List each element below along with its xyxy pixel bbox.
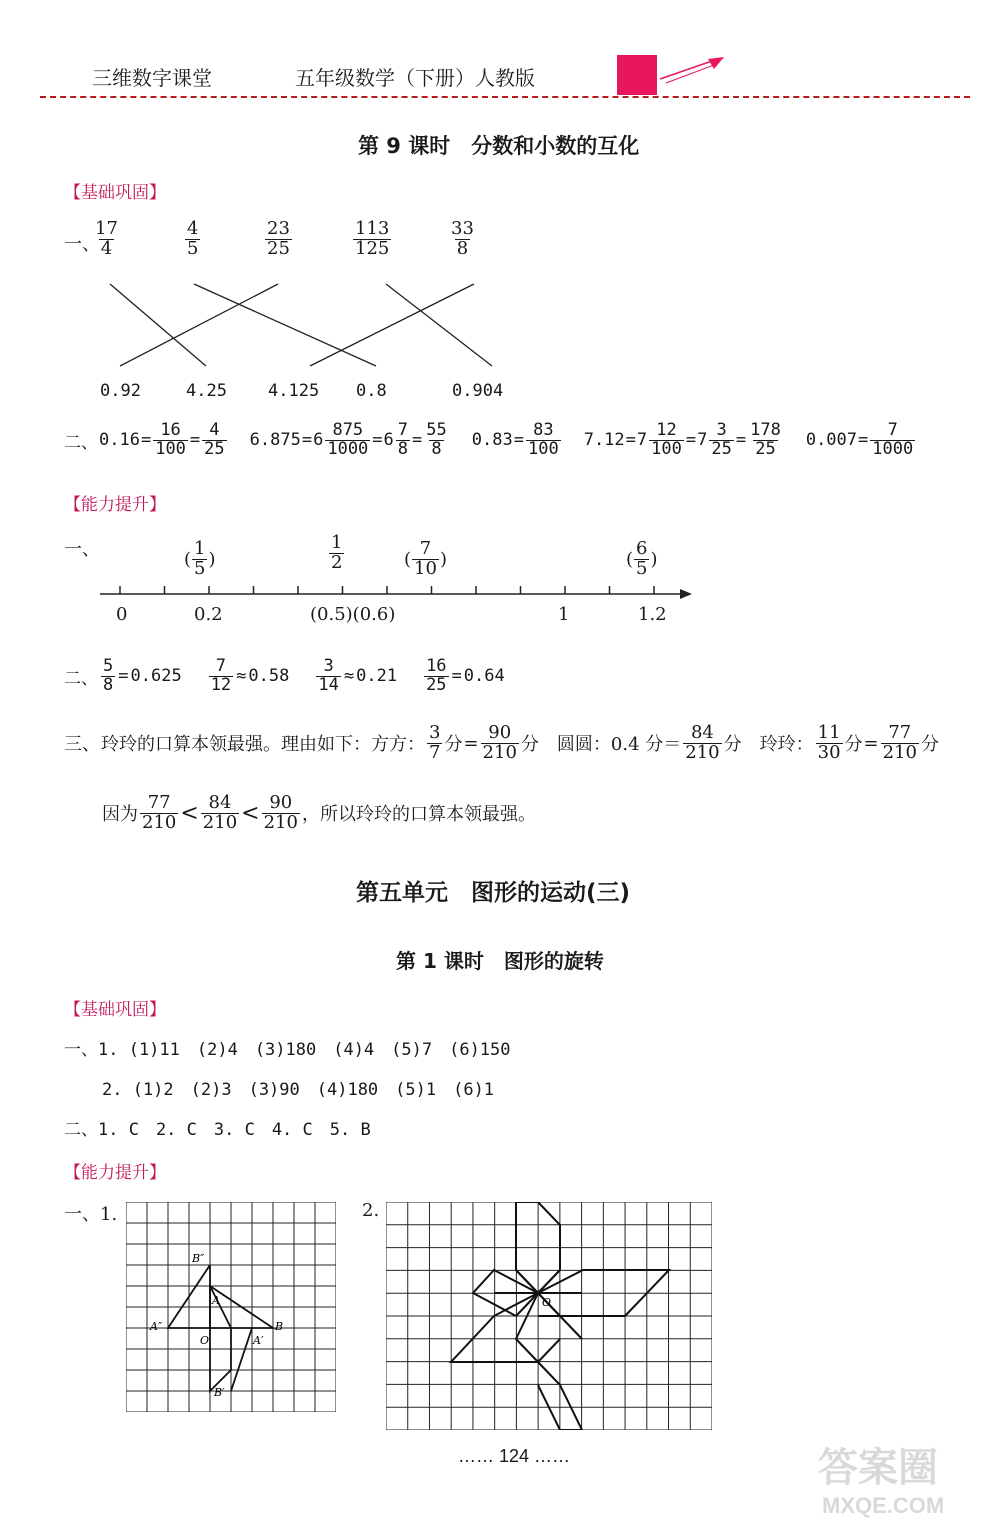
fraction-item: $\frac{33}{8}$: [451, 218, 474, 259]
ability-q3-line2: 因为 $\frac{77}{210}$ < $\frac{84}{210}$ < $\frac{90}{210}$ ，所以玲玲的口算本领最强。: [102, 792, 536, 833]
ability-q2: 二、 $\frac{5}{8}$ = 0.625 $\frac{7}{12}$ ≈ 0.58 $\frac{3}{14}$ ≈ 0.21 $\frac{16}{25}$ = 0.64: [64, 656, 505, 695]
numberline-label: 一、: [64, 539, 100, 560]
q1-label: 一、: [64, 234, 100, 255]
decimal-item: 0.8: [356, 381, 387, 401]
fig1-label: 一、1.: [64, 1204, 118, 1225]
section-tag-ability-2: 【能力提升】: [64, 1163, 166, 1183]
header-book: 五年级数学（下册）人教版: [295, 66, 535, 90]
nl-above-3: ( $\frac{6}{5}$ ): [626, 538, 658, 579]
lesson-title: 第 9 课时 分数和小数的互化: [358, 134, 640, 158]
nl-above-2: ( $\frac{7}{10}$ ): [404, 538, 447, 579]
nl-above-1: $\frac{1}{2}$: [331, 532, 343, 573]
header-series: 三维数字课堂: [92, 66, 212, 90]
u5-q2: 二、1. C 2. C 3. C 4. C 5. B: [64, 1120, 371, 1140]
number-line: [96, 578, 696, 602]
decimal-item: 4.25: [186, 381, 227, 401]
decimal-item: 4.125: [268, 381, 320, 401]
grid-figure-2: [386, 1202, 712, 1430]
brand-square: [617, 55, 657, 95]
decimal-item: 0.904: [452, 381, 504, 401]
unit-title: 第五单元 图形的运动(三): [356, 880, 631, 906]
watermark: [818, 1436, 944, 1519]
u5-q1-1: 一、1. (1)11 (2)4 (3)180 (4)4 (5)7 (6)150: [64, 1040, 511, 1060]
point-label: B′: [214, 1386, 225, 1399]
matching-lines: [100, 278, 500, 373]
fraction-item: $\frac{113}{125}$: [355, 218, 390, 259]
point-label: A: [212, 1294, 220, 1307]
fraction-item: $\frac{17}{4}$: [95, 218, 118, 259]
point-label: B″: [192, 1252, 205, 1265]
section-tag-basic-2: 【基础巩固】: [64, 1000, 166, 1020]
fraction-item: $\frac{4}{5}$: [187, 218, 199, 259]
header-divider: [40, 96, 970, 98]
nl-below-1: 0.2: [194, 604, 223, 625]
lesson1-title: 第 1 课时 图形的旋转: [396, 949, 604, 973]
decimal-item: 0.92: [100, 381, 141, 401]
nl-below-2: (0.5)(0.6): [310, 604, 396, 625]
nl-above-0: ( $\frac{1}{5}$ ): [184, 538, 216, 579]
ability-q3-line1: 三、 玲玲的口算本领最强。理由如下：方方： $\frac{3}{7}$ 分 = $\frac{90}{210}$ 分 圆圆：0.4 分＝ $\frac{84}{210}$ 分 玲玲： $\frac{11}{30}$ 分 = $\frac{77}{210}$ 分: [64, 722, 939, 763]
nl-below-3: 1: [558, 604, 570, 625]
watermark-url: MXQE.COM: [822, 1493, 945, 1518]
fig2-label: 2.: [362, 1200, 380, 1221]
point-label: A″: [150, 1320, 163, 1333]
u5-q1-2: 2. (1)2 (2)3 (3)90 (4)180 (5)1 (6)1: [102, 1080, 495, 1100]
rocket-icon: [652, 55, 727, 85]
watermark-text: 答案圈: [818, 1445, 938, 1491]
q2-conversions: 二、 0.16 = $\frac{16}{100}$ = $\frac{4}{25}$ 6.875 = 6 $\frac{875}{1000}$ = 6 $\frac{7}{8}$ = $\frac{55}{8}$ 0.83 = $\frac{83}{100}$ 7.12 = 7 $\frac{12}{100}$ = 7 $\frac{3}{25}$ = $\frac{178}{25}$ 0.007 = $\frac{7}{1000}$: [64, 420, 914, 459]
page-number: …… 124 ……: [458, 1446, 571, 1466]
point-label: B: [275, 1320, 284, 1333]
fraction-item: $\frac{23}{25}$: [267, 218, 290, 259]
grid-figure-1: [126, 1202, 336, 1412]
nl-below-4: 1.2: [638, 604, 667, 625]
fraction-list: [92, 220, 512, 270]
section-tag-ability: 【能力提升】: [64, 495, 166, 515]
point-label: O: [200, 1334, 210, 1347]
point-label: A′: [253, 1334, 264, 1347]
nl-below-0: 0: [116, 604, 128, 625]
point-label: O: [542, 1296, 552, 1309]
section-tag-basic: 【基础巩固】: [64, 183, 166, 203]
